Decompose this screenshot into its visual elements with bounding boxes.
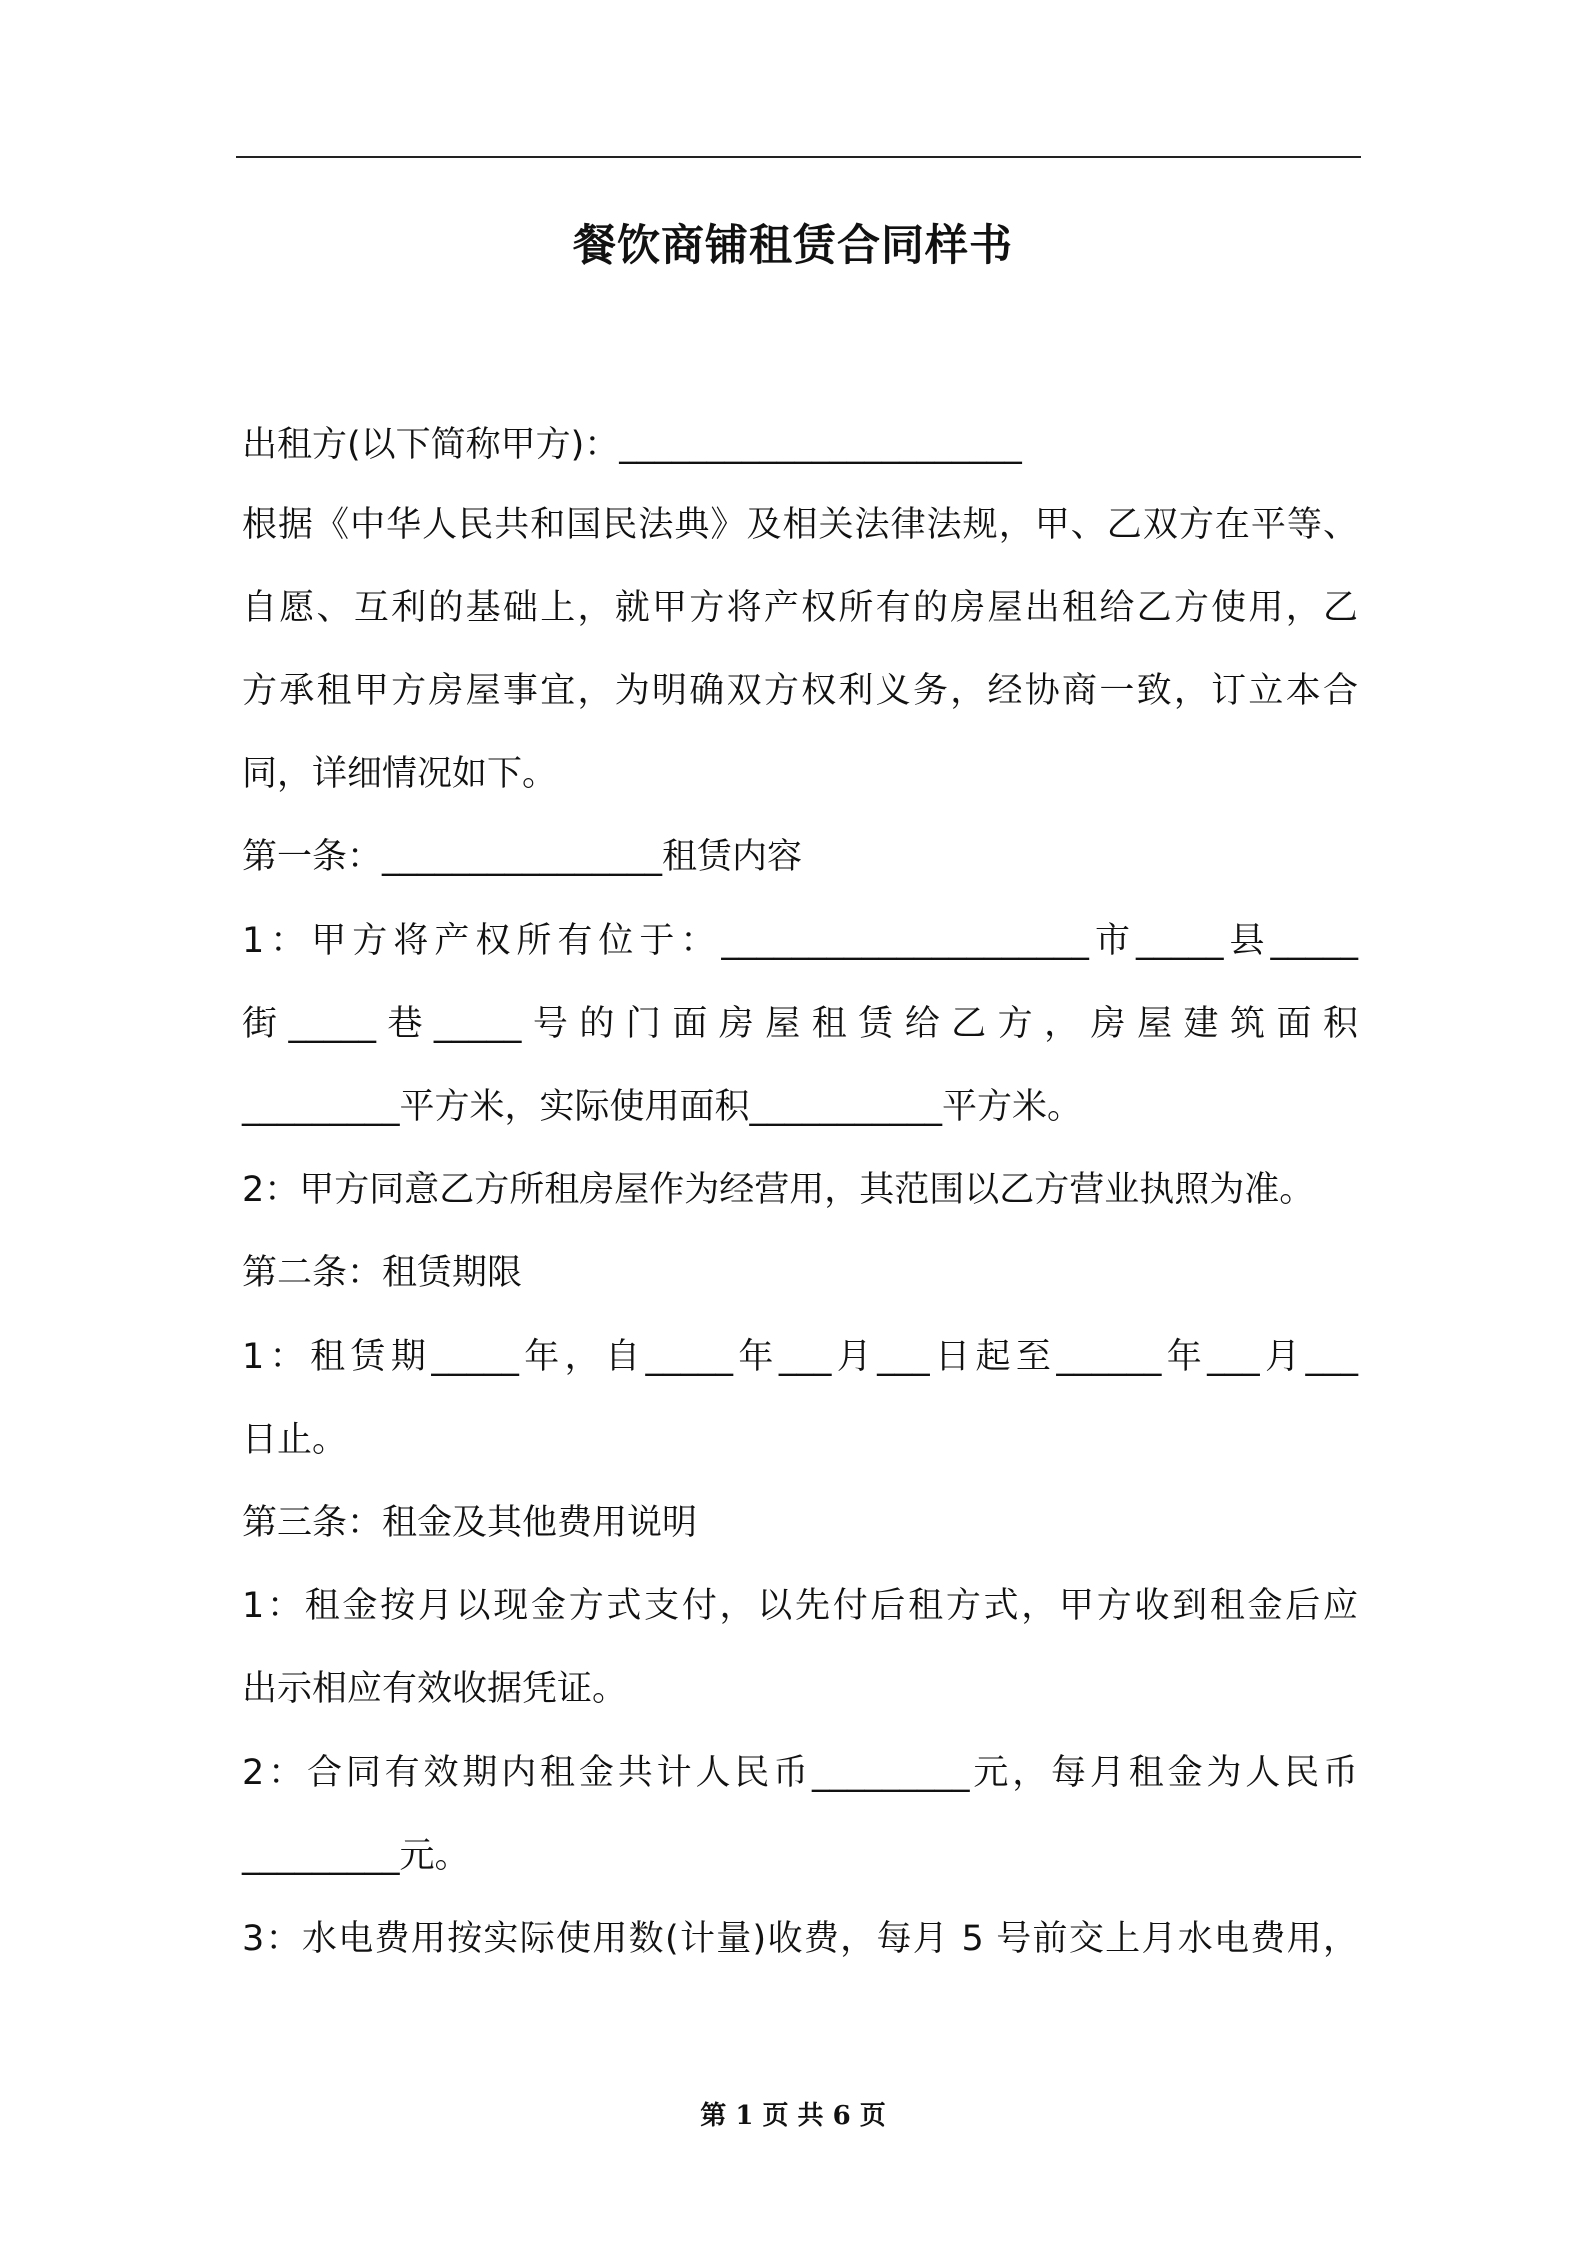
clause-line: 1：租金按月以现金方式支付，以先付后租方式，甲方收到租金后应 [242, 1586, 1358, 1626]
clause-line: _________平方米，实际使用面积___________平方米。 [242, 1087, 1083, 1127]
clause-line: _________元。 [242, 1836, 470, 1876]
clause-line: 日止。 [242, 1420, 348, 1460]
clause-line: 1：租赁期_____年，自_____年___月___日起至______年___月___ [242, 1337, 1358, 1377]
document-title: 餐饮商铺租赁合同样书 [573, 221, 1013, 271]
header-rule [236, 156, 1361, 158]
clause-line: 出示相应有效收据凭证。 [242, 1669, 628, 1709]
article-heading: 第三条：租金及其他费用说明 [242, 1503, 698, 1543]
body-line: 根据《中华人民共和国民法典》及相关法律法规，甲、乙双方在平等、 [242, 505, 1358, 545]
body-line: 方承租甲方房屋事宜，为明确双方权利义务，经协商一致，订立本合 [242, 671, 1358, 711]
body-line: 同，详细情况如下。 [242, 754, 558, 794]
article-heading: 第二条：租赁期限 [242, 1253, 523, 1293]
clause-line: 2：甲方同意乙方所租房屋作为经营用，其范围以乙方营业执照为准。 [242, 1170, 1315, 1210]
clause-line: 街_____巷_____号的门面房屋租赁给乙方，房屋建筑面积 [242, 1004, 1358, 1044]
page-indicator: 第 1 页 共 6 页 [700, 2101, 886, 2131]
article-heading: 第一条：________________租赁内容 [242, 837, 803, 877]
clause-line: 1：甲方将产权所有位于：_____________________市_____县_____ [242, 921, 1358, 961]
party-a-line: 出租方(以下简称甲方)：_______________________ [242, 425, 1022, 465]
body-line: 自愿、互利的基础上，就甲方将产权所有的房屋出租给乙方使用，乙 [242, 588, 1358, 628]
clause-line: 3：水电费用按实际使用数(计量)收费，每月 5 号前交上月水电费用， [242, 1919, 1358, 1959]
clause-line: 2：合同有效期内租金共计人民币_________元，每月租金为人民币 [242, 1753, 1358, 1793]
